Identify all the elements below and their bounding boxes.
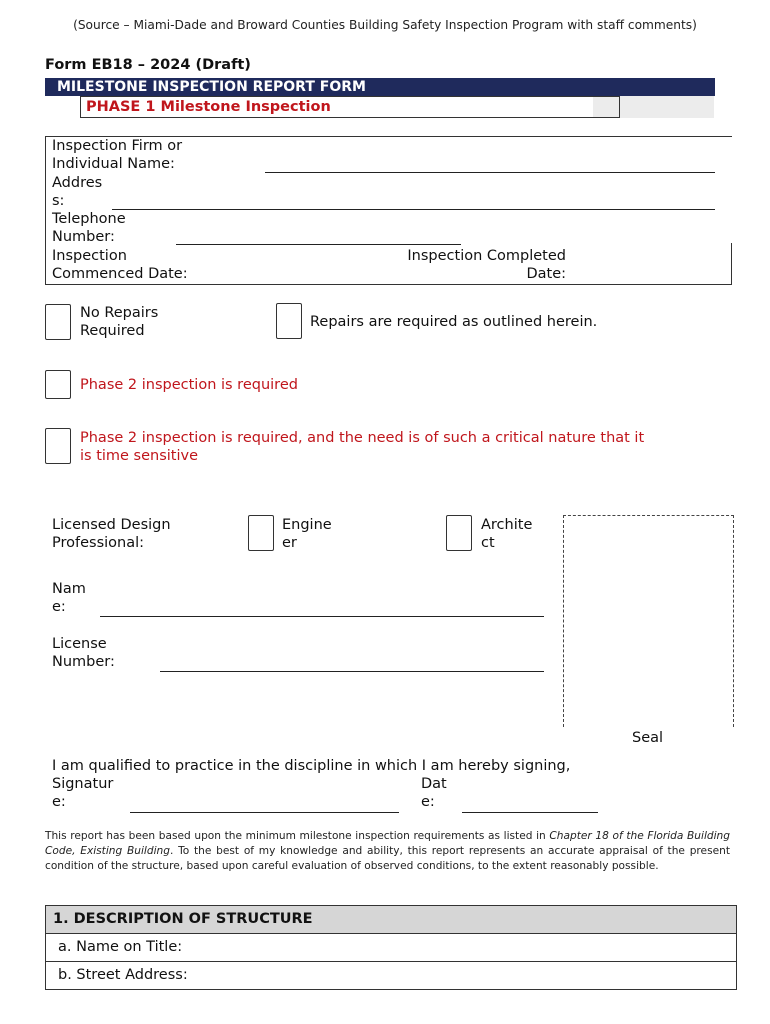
architect-label: Archite ct: [481, 517, 533, 551]
repairs-required-label: Repairs are required as outlined herein.: [310, 314, 598, 330]
phase2-critical-label: Phase 2 inspection is required, and the need is of such a critical nature that it is time sensitive: [80, 430, 645, 464]
firm-name-field[interactable]: [265, 172, 715, 173]
address-label: Addres s:: [52, 175, 103, 209]
engineer-checkbox[interactable]: [248, 515, 274, 551]
report-disclaimer: This report has been based upon the minimum milestone inspection requirements as listed in Chapter 18 of the Florida Building Code, Existing Building. To the best of my knowledge and ability, this report represents an accurate appraisal of the present condition of the structure, based upon careful evaluation of observed conditions, to the extent reasonably possible.: [45, 830, 730, 872]
repairs-required-checkbox[interactable]: [276, 303, 302, 339]
phase2-critical-checkbox[interactable]: [45, 428, 71, 464]
signature-field[interactable]: [130, 812, 399, 813]
seal-box: [563, 515, 734, 727]
address-field[interactable]: [112, 209, 715, 210]
section-header: 1. DESCRIPTION OF STRUCTURE: [46, 906, 736, 934]
inspector-info-frame-bottom: [45, 284, 732, 285]
phase2-required-label: Phase 2 inspection is required: [80, 377, 298, 393]
phase-title: PHASE 1 Milestone Inspection: [86, 99, 331, 115]
form-id: Form EB18 – 2024 (Draft): [45, 57, 251, 73]
qualified-statement: I am qualified to practice in the discipline in which I am hereby signing,: [52, 758, 571, 774]
signature-label: Signatur e:: [52, 776, 114, 810]
name-on-title-row[interactable]: a. Name on Title:: [46, 934, 736, 962]
architect-checkbox[interactable]: [446, 515, 472, 551]
commenced-date-label: Inspection Commenced Date:: [52, 248, 188, 282]
no-repairs-checkbox[interactable]: [45, 304, 71, 340]
completed-date-label: Inspection Completed Date:: [407, 248, 566, 282]
telephone-field[interactable]: [176, 244, 461, 245]
street-address-row[interactable]: b. Street Address:: [58, 967, 188, 983]
inspector-info-frame-right: [731, 243, 732, 284]
licensed-professional-label: Licensed Design Professional:: [52, 517, 171, 551]
telephone-label: Telephone Number:: [52, 211, 126, 245]
date-label: Dat e:: [421, 776, 447, 810]
source-note: (Source – Miami-Dade and Broward Counties Building Safety Inspection Program with staff comments): [73, 18, 697, 32]
seal-label: Seal: [632, 730, 664, 746]
no-repairs-label: No Repairs Required: [80, 305, 159, 339]
form-title-banner: MILESTONE INSPECTION REPORT FORM: [45, 78, 715, 96]
phase2-required-checkbox[interactable]: [45, 370, 71, 399]
firm-name-label: Inspection Firm or Individual Name:: [52, 138, 183, 172]
date-field[interactable]: [462, 812, 598, 813]
name-label: Nam e:: [52, 581, 86, 615]
description-of-structure-table: [45, 905, 737, 990]
license-number-field[interactable]: [160, 671, 544, 672]
license-number-label: License Number:: [52, 636, 115, 670]
name-field[interactable]: [100, 616, 544, 617]
engineer-label: Engine er: [282, 517, 332, 551]
